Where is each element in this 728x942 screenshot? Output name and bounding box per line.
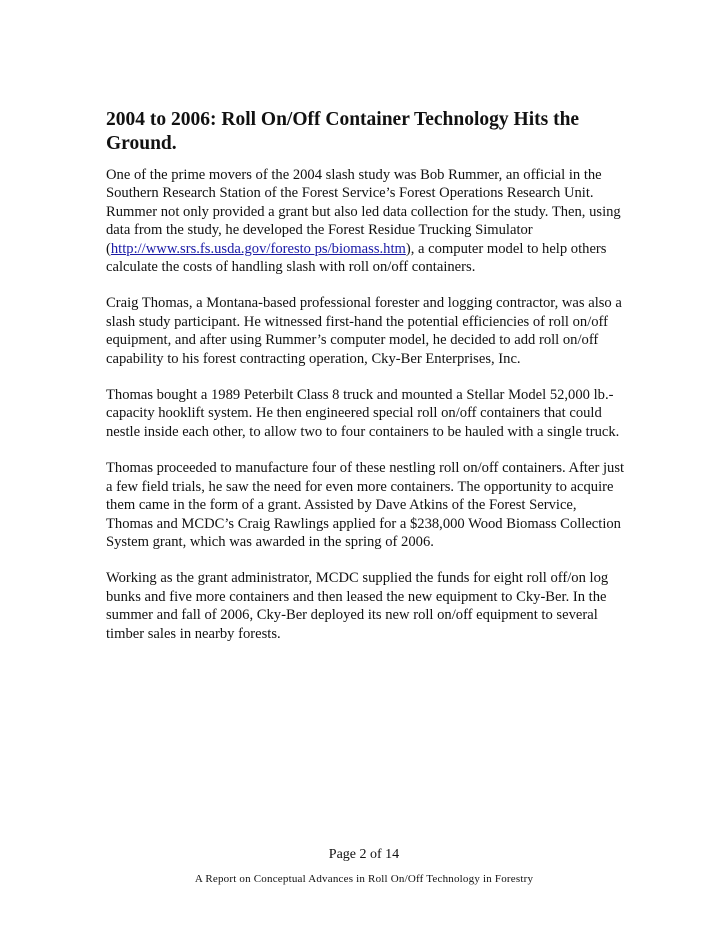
document-body — [106, 108, 626, 661]
paragraph-1-text-before-link: One of the prime movers of the 2004 slash study was Bob Rummer, an official in the Southern Research Station of the Forest Service’s Forest Operations Research Unit. Rummer not only provided a grant but also led data collection for the study. Then, using data from the study, he developed the Forest Residue Trucking Simulator ( — [106, 167, 621, 257]
paragraph-1-text-after-link: ), a computer model to help others calculate the costs of handling slash with roll on/off containers. — [106, 240, 607, 276]
paragraph-1 — [106, 166, 626, 276]
paragraph-3: Thomas bought a 1989 Peterbilt Class 8 truck and mounted a Stellar Model 52,000 lb.-capacity hooklift system. He then engineered special roll on/off containers that could nestle inside each other, to allow two to four containers to be hauled with a single truck. — [106, 387, 620, 440]
section-heading: 2004 to 2006: Roll On/Off Container Technology Hits the Ground. — [106, 109, 580, 154]
paragraph-2: Craig Thomas, a Montana-based professional forester and logging contractor, was also a slash study participant. He witnessed first-hand the potential efficiencies of roll on/off equipment, and after using Rummer’s computer model, he decided to add roll on/off capability to his forest contracting operation, Cky-Ber Enterprises, Inc. — [106, 295, 622, 367]
paragraph-5: Working as the grant administrator, MCDC supplied the funds for eight roll off/on log bunks and five more containers and then leased the new equipment to Cky-Ber. In the summer and fall of 2006, Cky-Ber deployed its new roll on/off equipment to several timber sales in nearby forests. — [106, 570, 609, 642]
page-number: Page 2 of 14 — [328, 847, 400, 862]
report-title-footer: A Report on Conceptual Advances in Roll On/Off Technology in Forestry — [194, 873, 534, 885]
simulator-link[interactable]: http://www.srs.fs.usda.gov/foresto ps/biomass.htm — [110, 240, 406, 257]
paragraph-4: Thomas proceeded to manufacture four of these nestling roll on/off containers. After just a few field trials, he saw the need for even more containers. The opportunity to acquire them came in the form of a grant. Assisted by Dave Atkins of the Forest Service, Thomas and MCDC’s Craig Rawlings applied for a $238,000 Wood Biomass Collection System grant, which was awarded in the spring of 2006. — [106, 460, 625, 550]
